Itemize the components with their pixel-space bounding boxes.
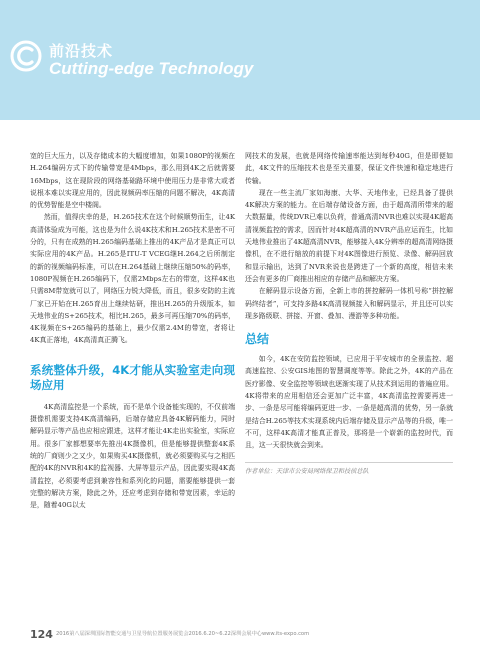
footer-event-info: 2016第八届深圳国际智能交通与卫星导航位置服务展览会2016.6.20~6.22深圳会展中心www.its-expo.com — [56, 631, 310, 637]
body-paragraph: 4K高清监控是一个系统，而不是单个设备能实现的，不仅前端摄像机需要支持4K高清编码，后端存储应具备4K解码能力，同时解码显示等产品也应相应跟进，这样才能让4K走出实验室，实际应用。很多厂家都想要率先推出4K摄像机，但是能够提供整套4K系统的厂商则少之又少，如果购买4K摄像机，就必须要购买与之相匹配的4K的NVR和4K的监视器、大屏等显示产品，因此要实现4K高清监控，必须要考虑到兼容性和系列化的问题，需要能够提供一套完整的解决方案，除此之外，还应考虑到存储和带宽因素，幸运的是，随着40G以太 — [30, 402, 235, 510]
body-paragraph: 网技术的发展，也就是网络传输速率能达到每秒40G，但是即便如此，4K文件的压缩技术也是至关重要，保证文件快速和稳定地进行传输。 — [245, 152, 453, 185]
section-title-cn: 前沿技术 — [49, 42, 114, 60]
body-paragraph: 然而，值得庆幸的是，H.265技术在这个时候顺势而生，让4K高清体验成为可能，这也是为什么说4K技术和H.265技术是密不可分的，只有在成熟的H.265编码基础上推出的4K产品才是真正可以实际应用的4K产品。H.265是ITU-T VCEG继H.264之后所制定的新的视频编码标准，可以在H.264基础上继续压缩50%的码率，1080P视频在H.265编码下，仅需2Mbps左右的带宽，这样4K也只需8M带宽就可以了，网络压力锐大降低，而且，很多安防的主流厂家已开始在H.265育出上继续钻研，推出H.265的升级版本，如天地伟业的S+265技术，相比H.265，最多可再压缩70%的码率，4K视频在S+265编码的基础上，最少仅需2.4M的带宽，者将让4K真正落地，4K高清真正腾飞。 — [30, 213, 236, 345]
body-paragraph: 在解码显示设备方面，全新上市的拼控解码一体机号称“拼控解码终结者”，可支持多路4K高清视频接入和解码显示，并且还可以实现多路级联、拼接、开窗、叠加、漫游等多种功能。 — [245, 287, 453, 320]
c-logo-icon — [10, 40, 42, 72]
left-column — [30, 150, 235, 511]
page-number: 124 — [30, 628, 53, 641]
body-paragraph: 如今，4K在安防监控领域，已应用于平安城市的全景监控、超高速监控、公安GIS地图的智慧调度等等。除此之外，4K的产品在医疗影像、安全监控等领域也逐渐实现了从技术到运用的普遍应用。4K将带来的应用相信还会更加广泛丰富，4K高清监控需要再进一步、一条是尽可能将编码更进一步、一条是超高清的优势，另一条就是结合H.265等技术实现系统内后端存储及显示产品等的升级，唯一不可，这样4K高清才能真正普及，那将是一个崭新的监控时代，而且，这一天很快就会到来。 — [245, 355, 453, 450]
author-affiliation: 作者单位：天津市公安局网络保卫和技侦总队 — [245, 462, 453, 477]
section-title-en: Cutting-edge Technology — [49, 59, 254, 78]
body-paragraph: 现在一些主流厂家如海康、大华、天地伟业，已经具备了提供4K解决方案的能力。在后端存储设备方面，由于超高清所带来的超大数据量，传统DVR已难以负荷，普通高清NVR也难以实现4K超高清视频监控的需求，因而针对4K超高清的NVR产品应运而生，比如天地伟业推出了4K超高清NVR，能够接入4K分辨率的超高清网络摄像机，在不进行缩放的前提下对4K图像进行预览、录像、解码回放和显示输出，达到了NVR来说也是跨进了一个新的高度，相信未来还会有更多的厂商推出相应的存储产品和解决方案。 — [245, 188, 453, 283]
section-heading-system-upgrade: 系统整体升级，4K才能从实验室走向现场应用 — [30, 362, 235, 392]
body-paragraph: 宽的巨大压力，以及存储成本的大幅度增加，如果1080P的视频在H.264编码方式下的传输带宽是4Mbps，那么用到4K之后就需要16Mbps，这在现阶段的网络基础路环境中使用压力是非常大或者说根本难以实现应用的，因此视频码率压缩的问题不解决，4K高清的优势智能是空中楼阁。 — [30, 152, 235, 210]
right-column — [245, 150, 453, 477]
section-heading-summary: 总结 — [245, 332, 270, 347]
